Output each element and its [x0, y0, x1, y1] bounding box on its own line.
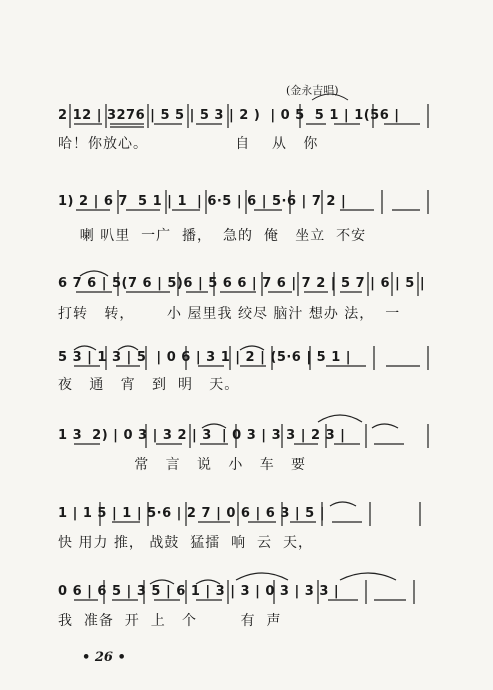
lyric-line: 常 言 说 小 车 要 [58, 457, 307, 473]
lyric-line: 夜 通 宵 到 明 天。 [58, 377, 240, 393]
lyric-line: 我 准备 开 上 个 有 声 [58, 613, 282, 629]
lyric-line: 哈！你放心。 自 从 你 [58, 136, 319, 152]
notation-line: 2 12 | 3276 | 5 5 | 5 3 | 2 ) | 0 5 5 1 | 1(56 | [58, 108, 400, 123]
notation-line: 5 3 | 1 3 | 5 | 0 6 | 3 1 | 2 | (5·6 | 5 1 | [58, 350, 352, 365]
notation-line: 1 | 1 5 | 1 | 5·6 | 2 7 | 0 6 | 6 3 | 5 | [58, 506, 326, 521]
singer-annotation: (金永吉唱) [286, 84, 339, 97]
notation-line: 6 7 6 | 5(7 6 | 5)6 | 5 6 6 | 7 6 | 7 2 | 5 7 | 6 | 5 | [58, 276, 426, 291]
notation-line: 0 6 | 6 5 | 3 5 | 6 1 | 3 | 3 | 0 3 | 3 3 | [58, 584, 340, 599]
lyric-line: 打转 转， 小 屋里我 绞尽 脑汁 想办 法， 一 [58, 306, 401, 322]
notation-line: 1) 2 | 6 7 5 1 | 1 | 6·5 | 6 | 5·6 | 7 2 | [58, 194, 347, 209]
lyric-line: 快 用力 推， 战鼓 猛擂 响 云 天， [58, 535, 313, 551]
page-number: • 26 • [82, 650, 126, 665]
lyric-line: 喇 叭里 一广 播， 急的 俺 坐立 不安 [58, 228, 367, 244]
notation-line: 1 3 2) | 0 3 | 3 2 | 3 | 0 3 | 3 3 | 2 3 | [58, 428, 346, 443]
